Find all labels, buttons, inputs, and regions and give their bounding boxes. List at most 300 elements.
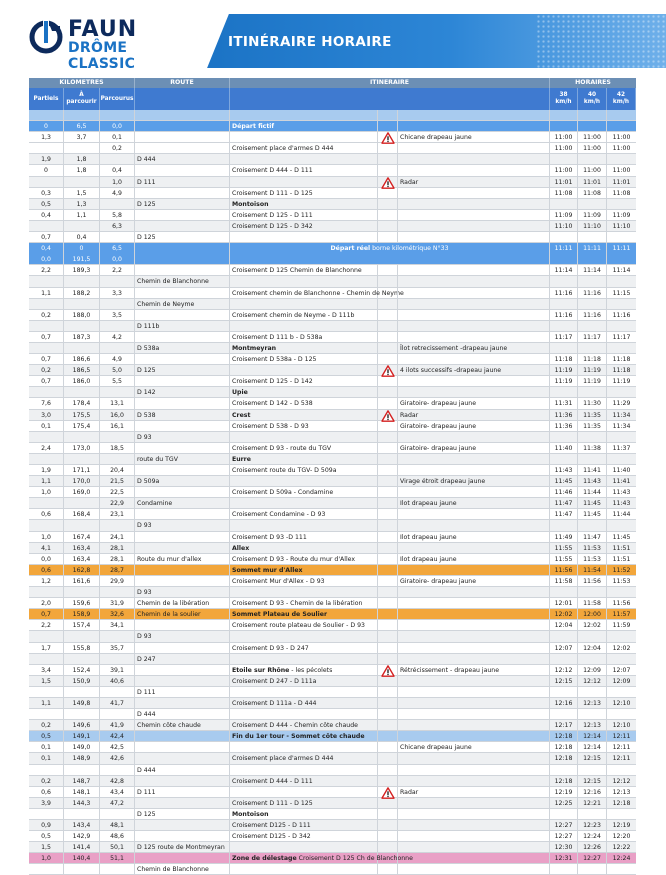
cell-partiels: 0,1 <box>29 421 64 431</box>
cell-time-38: 11:16 <box>550 310 578 320</box>
cell-warning <box>378 454 398 464</box>
cell-note <box>398 165 550 175</box>
cell-route: D 125 <box>135 365 230 375</box>
cell-time-40 <box>578 121 607 131</box>
cell-parcourus: 5,8 <box>100 210 135 220</box>
cell-warning <box>378 687 398 697</box>
cell-route <box>135 310 230 320</box>
cell-time-42: 11:51 <box>612 544 631 552</box>
cell-time-38: 11:36 <box>550 421 578 431</box>
cell-parcourus <box>100 154 135 164</box>
table-row <box>29 332 636 343</box>
cell-time-38: 12:18 <box>550 753 578 763</box>
cell-time-40: 12:14 <box>578 731 607 741</box>
cell-route <box>135 487 230 497</box>
table-row <box>29 365 636 376</box>
cell-itineraire <box>230 332 378 342</box>
cell-time-42: 11:51 <box>612 555 631 563</box>
cell-time-38: 11:00 <box>550 165 578 175</box>
cell-parcourus: 0,0 <box>100 254 135 264</box>
itin-label: Croisement D 125 - D 342 <box>232 222 313 230</box>
cell-parcourus: 28,7 <box>100 565 135 575</box>
cell-partiels: 0 <box>29 165 64 175</box>
cell-note: Ilot drapeau jaune <box>398 554 550 564</box>
cell-partiels: 0,7 <box>29 232 64 242</box>
table-row <box>29 454 636 465</box>
cell-time-40: 12:14 <box>578 742 607 752</box>
cell-itineraire <box>230 532 378 542</box>
table-row <box>29 288 636 299</box>
itin-label: Croisement D 538a - D 125 <box>232 356 317 364</box>
cell-parcourus: 28,1 <box>100 543 135 553</box>
cell-route <box>135 676 230 686</box>
cell-time-42: 11:43 <box>612 489 631 497</box>
cell-parcourus: 0,1 <box>100 132 135 142</box>
cell-itineraire <box>230 221 378 231</box>
cell-parcourus <box>100 587 135 597</box>
cell-note: Ilot drapeau jaune <box>398 498 550 508</box>
cell-a-parcourir: 149,8 <box>64 698 100 708</box>
cell-partiels: 1,2 <box>29 576 64 586</box>
itin-label: Croisement D 509a - Condamine <box>232 489 334 497</box>
header-speed-40: 40 km/h <box>578 88 607 110</box>
table-row <box>29 210 636 221</box>
cell-warning <box>378 731 398 741</box>
cell-parcourus: 35,7 <box>100 643 135 653</box>
cell-partiels: 3,0 <box>29 410 64 420</box>
table-body <box>29 110 636 875</box>
cell-warning <box>378 587 398 597</box>
itin-label: Croisement chemin de Neyme - D 111b <box>232 311 355 319</box>
table-row <box>29 498 636 509</box>
itin-label: Croisement D 93 - route du TGV <box>232 444 332 452</box>
cell-route <box>135 165 230 175</box>
cell-time-40 <box>578 232 607 242</box>
cell-parcourus <box>100 432 135 442</box>
cell-parcourus: 0,2 <box>100 143 135 153</box>
cell-a-parcourir: 142,9 <box>64 831 100 841</box>
cell-a-parcourir: 178,4 <box>64 398 100 408</box>
cell-time-40 <box>578 587 607 597</box>
cell-time-42: 12:22 <box>612 844 631 852</box>
itin-label: Croisement D 444 - Chemin côte chaude <box>232 722 358 730</box>
cell-warning <box>378 776 398 786</box>
cell-warning <box>378 720 398 730</box>
cell-time-40: 11:16 <box>578 288 607 298</box>
cell-warning <box>378 432 398 442</box>
cell-route <box>135 421 230 431</box>
cell-partiels <box>29 276 64 286</box>
table-row <box>29 177 636 188</box>
cell-time-42 <box>607 687 636 697</box>
cell-time-38: 11:16 <box>550 288 578 298</box>
cell-itineraire <box>230 776 378 786</box>
cell-time-38: 12:02 <box>550 609 578 619</box>
cell-warning <box>378 177 398 187</box>
itin-label: Croisement D 247 - D 111a <box>232 677 317 685</box>
cell-partiels <box>29 498 64 508</box>
cell-a-parcourir: 149,6 <box>64 720 100 730</box>
cell-itineraire <box>230 842 378 852</box>
cell-partiels: 3,4 <box>29 665 64 675</box>
cell-time-40: 12:04 <box>578 643 607 653</box>
cell-parcourus <box>100 864 135 874</box>
cell-time-40 <box>578 809 607 819</box>
faun-logo <box>30 17 180 72</box>
cell-parcourus: 2,2 <box>100 265 135 275</box>
cell-a-parcourir: 162,8 <box>64 565 100 575</box>
itinerary-table <box>29 78 636 875</box>
table-row <box>29 709 636 720</box>
cell-a-parcourir: 163,4 <box>64 554 100 564</box>
cell-route <box>135 565 230 575</box>
cell-time-42: 11:10 <box>612 222 631 230</box>
cell-time-40 <box>578 454 607 464</box>
cell-warning <box>378 831 398 841</box>
cell-partiels: 0,0 <box>29 254 64 264</box>
cell-itineraire <box>230 720 378 730</box>
cell-a-parcourir: 161,6 <box>64 576 100 586</box>
page-header <box>0 0 666 72</box>
cell-note <box>398 154 550 164</box>
cell-time-42: 11:00 <box>612 145 631 153</box>
cell-time-38 <box>550 432 578 442</box>
cell-route <box>135 753 230 763</box>
cell-itineraire <box>230 421 378 431</box>
cell-partiels: 1,9 <box>29 465 64 475</box>
cell-warning <box>378 443 398 453</box>
itin-label: Montoison <box>232 200 269 208</box>
table-row <box>29 265 636 276</box>
cell-time-38: 11:40 <box>550 443 578 453</box>
cell-a-parcourir: 1,8 <box>64 154 100 164</box>
cell-itineraire <box>230 487 378 497</box>
cell-note <box>398 587 550 597</box>
cell-a-parcourir: 1,1 <box>64 210 100 220</box>
cell-time-38: 12:15 <box>550 676 578 686</box>
cell-parcourus <box>100 454 135 464</box>
cell-partiels <box>29 221 64 231</box>
cell-partiels: 0,5 <box>29 831 64 841</box>
cell-a-parcourir: 188,0 <box>64 310 100 320</box>
table-row <box>29 543 636 554</box>
cell-warning <box>378 343 398 353</box>
cell-note: Giratoire- drapeau jaune <box>398 398 550 408</box>
cell-warning <box>378 676 398 686</box>
cell-parcourus <box>100 299 135 309</box>
cell-time-38: 11:00 <box>550 132 578 142</box>
cell-route: Chemin côte chaude <box>135 720 230 730</box>
cell-time-40: 11:44 <box>578 487 607 497</box>
cell-note <box>398 509 550 519</box>
cell-time-40: 11:30 <box>578 398 607 408</box>
cell-note <box>398 609 550 619</box>
header-speed-42: 42 km/h <box>607 88 636 110</box>
cell-time-38: 11:14 <box>550 265 578 275</box>
cell-route: D 444 <box>135 154 230 164</box>
cell-itineraire <box>230 698 378 708</box>
cell-time-38: 12:12 <box>550 665 578 675</box>
cell-partiels: 1,0 <box>29 487 64 497</box>
cell-time-42: 11:18 <box>612 367 631 375</box>
cell-parcourus <box>100 276 135 286</box>
cell-route <box>135 831 230 841</box>
cell-itineraire <box>230 598 378 608</box>
cell-itineraire <box>230 676 378 686</box>
cell-warning <box>378 620 398 630</box>
cell-time-40: 11:45 <box>578 498 607 508</box>
cell-time-38: 12:07 <box>550 643 578 653</box>
cell-route <box>135 576 230 586</box>
cell-a-parcourir <box>64 687 100 697</box>
cell-time-42 <box>607 199 636 209</box>
cell-warning <box>378 476 398 486</box>
cell-warning <box>378 598 398 608</box>
cell-time-42: 12:09 <box>612 677 631 685</box>
cell-a-parcourir: 143,4 <box>64 820 100 830</box>
cell-time-40: 11:45 <box>578 509 607 519</box>
cell-time-42: 11:29 <box>612 400 631 408</box>
cell-partiels <box>29 587 64 597</box>
cell-time-38: 12:04 <box>550 620 578 630</box>
cell-partiels: 0 <box>29 121 64 131</box>
cell-itineraire <box>230 509 378 519</box>
cell-route: D 125 <box>135 199 230 209</box>
cell-a-parcourir <box>64 177 100 187</box>
cell-itineraire <box>230 609 378 619</box>
cell-time-38: 11:18 <box>550 354 578 364</box>
cell-parcourus: 34,1 <box>100 620 135 630</box>
cell-parcourus: 48,1 <box>100 820 135 830</box>
cell-time-40: 11:09 <box>578 210 607 220</box>
cell-parcourus: 6,3 <box>100 221 135 231</box>
cell-warning <box>378 798 398 808</box>
cell-parcourus <box>100 520 135 530</box>
itin-label: Départ fictif <box>232 123 275 131</box>
cell-time-38: 12:31 <box>550 853 578 863</box>
table-header-columns <box>29 88 636 110</box>
table-row <box>29 765 636 776</box>
cell-time-42: 11:52 <box>612 566 631 574</box>
cell-note <box>398 654 550 664</box>
cell-time-38 <box>550 232 578 242</box>
table-row <box>29 609 636 620</box>
cell-time-40: 12:15 <box>578 776 607 786</box>
cell-parcourus: 41,7 <box>100 698 135 708</box>
cell-time-38: 11:55 <box>550 554 578 564</box>
cell-route: D 93 <box>135 587 230 597</box>
cell-partiels: 0,4 <box>29 210 64 220</box>
cell-itineraire <box>230 576 378 586</box>
cell-time-38: 11:47 <box>550 509 578 519</box>
itin-label: Croisement D 93 -D 111 <box>232 533 307 541</box>
cell-parcourus: 31,9 <box>100 598 135 608</box>
cell-warning <box>378 753 398 763</box>
table-row <box>29 864 636 875</box>
cell-time-38 <box>550 387 578 397</box>
cell-itineraire <box>230 631 378 641</box>
cell-partiels <box>29 864 64 874</box>
cell-a-parcourir: 148,7 <box>64 776 100 786</box>
itin-label: Croisement D 93 - D 247 <box>232 644 309 652</box>
header-horaires: HORAIRES <box>575 79 611 86</box>
cell-time-38: 12:27 <box>550 820 578 830</box>
cell-itineraire <box>230 365 378 375</box>
table-row <box>29 776 636 787</box>
cell-partiels <box>29 110 64 120</box>
table-row <box>29 532 636 543</box>
cell-warning <box>378 154 398 164</box>
table-row <box>29 842 636 853</box>
cell-warning <box>378 210 398 220</box>
cell-parcourus: 47,2 <box>100 798 135 808</box>
cell-time-40 <box>578 199 607 209</box>
cell-route: D 111 <box>135 177 230 187</box>
cell-note: Radar <box>398 177 550 187</box>
cell-parcourus: 0,0 <box>100 121 135 131</box>
cell-route <box>135 698 230 708</box>
cell-a-parcourir <box>64 809 100 819</box>
cell-time-40 <box>578 765 607 775</box>
cell-time-42 <box>607 232 636 242</box>
table-header-groups <box>29 78 636 88</box>
cell-warning <box>378 631 398 641</box>
cell-a-parcourir <box>64 631 100 641</box>
cell-a-parcourir: 189,3 <box>64 265 100 275</box>
cell-note <box>398 188 550 198</box>
cell-time-42 <box>607 454 636 464</box>
cell-parcourus: 5,0 <box>100 365 135 375</box>
itin-label: Croisement chemin de Blanchonne - Chemin de Neyme <box>232 289 404 297</box>
cell-parcourus <box>100 809 135 819</box>
cell-warning <box>378 654 398 664</box>
cell-itineraire <box>230 321 378 331</box>
cell-a-parcourir: 173,0 <box>64 443 100 453</box>
cell-time-42 <box>607 809 636 819</box>
cell-itineraire <box>230 565 378 575</box>
cell-a-parcourir <box>64 587 100 597</box>
cell-time-42: 12:11 <box>612 733 631 741</box>
cell-route: D 93 <box>135 631 230 641</box>
cell-time-38 <box>550 299 578 309</box>
header-itin-blank <box>230 88 550 110</box>
cell-time-40 <box>578 864 607 874</box>
cell-time-42 <box>607 587 636 597</box>
cell-time-42: 12:13 <box>612 788 631 796</box>
table-row <box>29 809 636 820</box>
cell-parcourus: 41,9 <box>100 720 135 730</box>
cell-itineraire <box>230 765 378 775</box>
table-row <box>29 476 636 487</box>
table-row <box>29 121 636 132</box>
cell-warning <box>378 132 398 142</box>
cell-warning <box>378 143 398 153</box>
cell-itineraire <box>230 110 378 120</box>
cell-note <box>398 765 550 775</box>
cell-time-40: 11:53 <box>578 543 607 553</box>
cell-partiels: 0,2 <box>29 365 64 375</box>
cell-time-40: 11:19 <box>578 376 607 386</box>
cell-time-40: 12:13 <box>578 698 607 708</box>
cell-warning <box>378 265 398 275</box>
cell-a-parcourir: 186,5 <box>64 365 100 375</box>
itin-label: Sommet mur d'Allex <box>232 566 303 574</box>
table-row <box>29 631 636 642</box>
cell-time-38 <box>550 343 578 353</box>
cell-time-42 <box>607 343 636 353</box>
cell-note <box>398 809 550 819</box>
cell-route <box>135 643 230 653</box>
cell-itineraire <box>230 742 378 752</box>
cell-route <box>135 188 230 198</box>
cell-route <box>135 376 230 386</box>
cell-parcourus: 40,6 <box>100 676 135 686</box>
cell-note <box>398 354 550 364</box>
table-row <box>29 310 636 321</box>
cell-time-38 <box>550 520 578 530</box>
cell-time-40 <box>578 387 607 397</box>
cell-route <box>135 143 230 153</box>
cell-warning <box>378 554 398 564</box>
itin-label: Etoile sur Rhône <box>232 666 290 674</box>
cell-time-38 <box>550 631 578 641</box>
cell-time-42 <box>607 631 636 641</box>
cell-a-parcourir: 144,3 <box>64 798 100 808</box>
cell-warning <box>378 199 398 209</box>
cell-itineraire <box>230 398 378 408</box>
table-row <box>29 199 636 210</box>
cell-warning <box>378 487 398 497</box>
cell-note <box>398 842 550 852</box>
cell-partiels: 1,1 <box>29 476 64 486</box>
cell-time-42: 12:02 <box>612 644 631 652</box>
cell-route <box>135 543 230 553</box>
itin-label: Upie <box>232 389 248 397</box>
cell-partiels: 1,5 <box>29 842 64 852</box>
cell-a-parcourir: 187,3 <box>64 332 100 342</box>
cell-note <box>398 210 550 220</box>
cell-time-40: 11:11 <box>578 243 607 254</box>
cell-warning <box>378 299 398 309</box>
cell-a-parcourir: 1,3 <box>64 199 100 209</box>
cell-note: Rétrécissement - drapeau jaune <box>398 665 550 675</box>
cell-note <box>398 376 550 386</box>
cell-parcourus: 1,0 <box>100 177 135 187</box>
cell-a-parcourir: 0 <box>64 243 100 254</box>
cell-itineraire <box>230 476 378 486</box>
cell-parcourus: 5,5 <box>100 376 135 386</box>
cell-itineraire <box>230 665 378 675</box>
cell-parcourus: 24,1 <box>100 532 135 542</box>
cell-partiels <box>29 709 64 719</box>
cell-route: D 247 <box>135 654 230 664</box>
cell-time-38: 11:46 <box>550 487 578 497</box>
cell-time-42 <box>607 276 636 286</box>
cell-time-40: 11:19 <box>578 365 607 375</box>
cell-partiels: 1,3 <box>29 132 64 142</box>
table-row <box>29 831 636 842</box>
cell-warning <box>378 787 398 797</box>
cell-a-parcourir: 186,6 <box>64 354 100 364</box>
cell-note <box>398 543 550 553</box>
cell-route: D 111 <box>135 687 230 697</box>
cell-time-38: 11:56 <box>550 565 578 575</box>
cell-time-38: 11:11 <box>550 243 578 254</box>
cell-parcourus: 13,1 <box>100 398 135 408</box>
cell-route <box>135 210 230 220</box>
cell-a-parcourir: 191,5 <box>64 254 100 264</box>
cell-a-parcourir <box>64 276 100 286</box>
